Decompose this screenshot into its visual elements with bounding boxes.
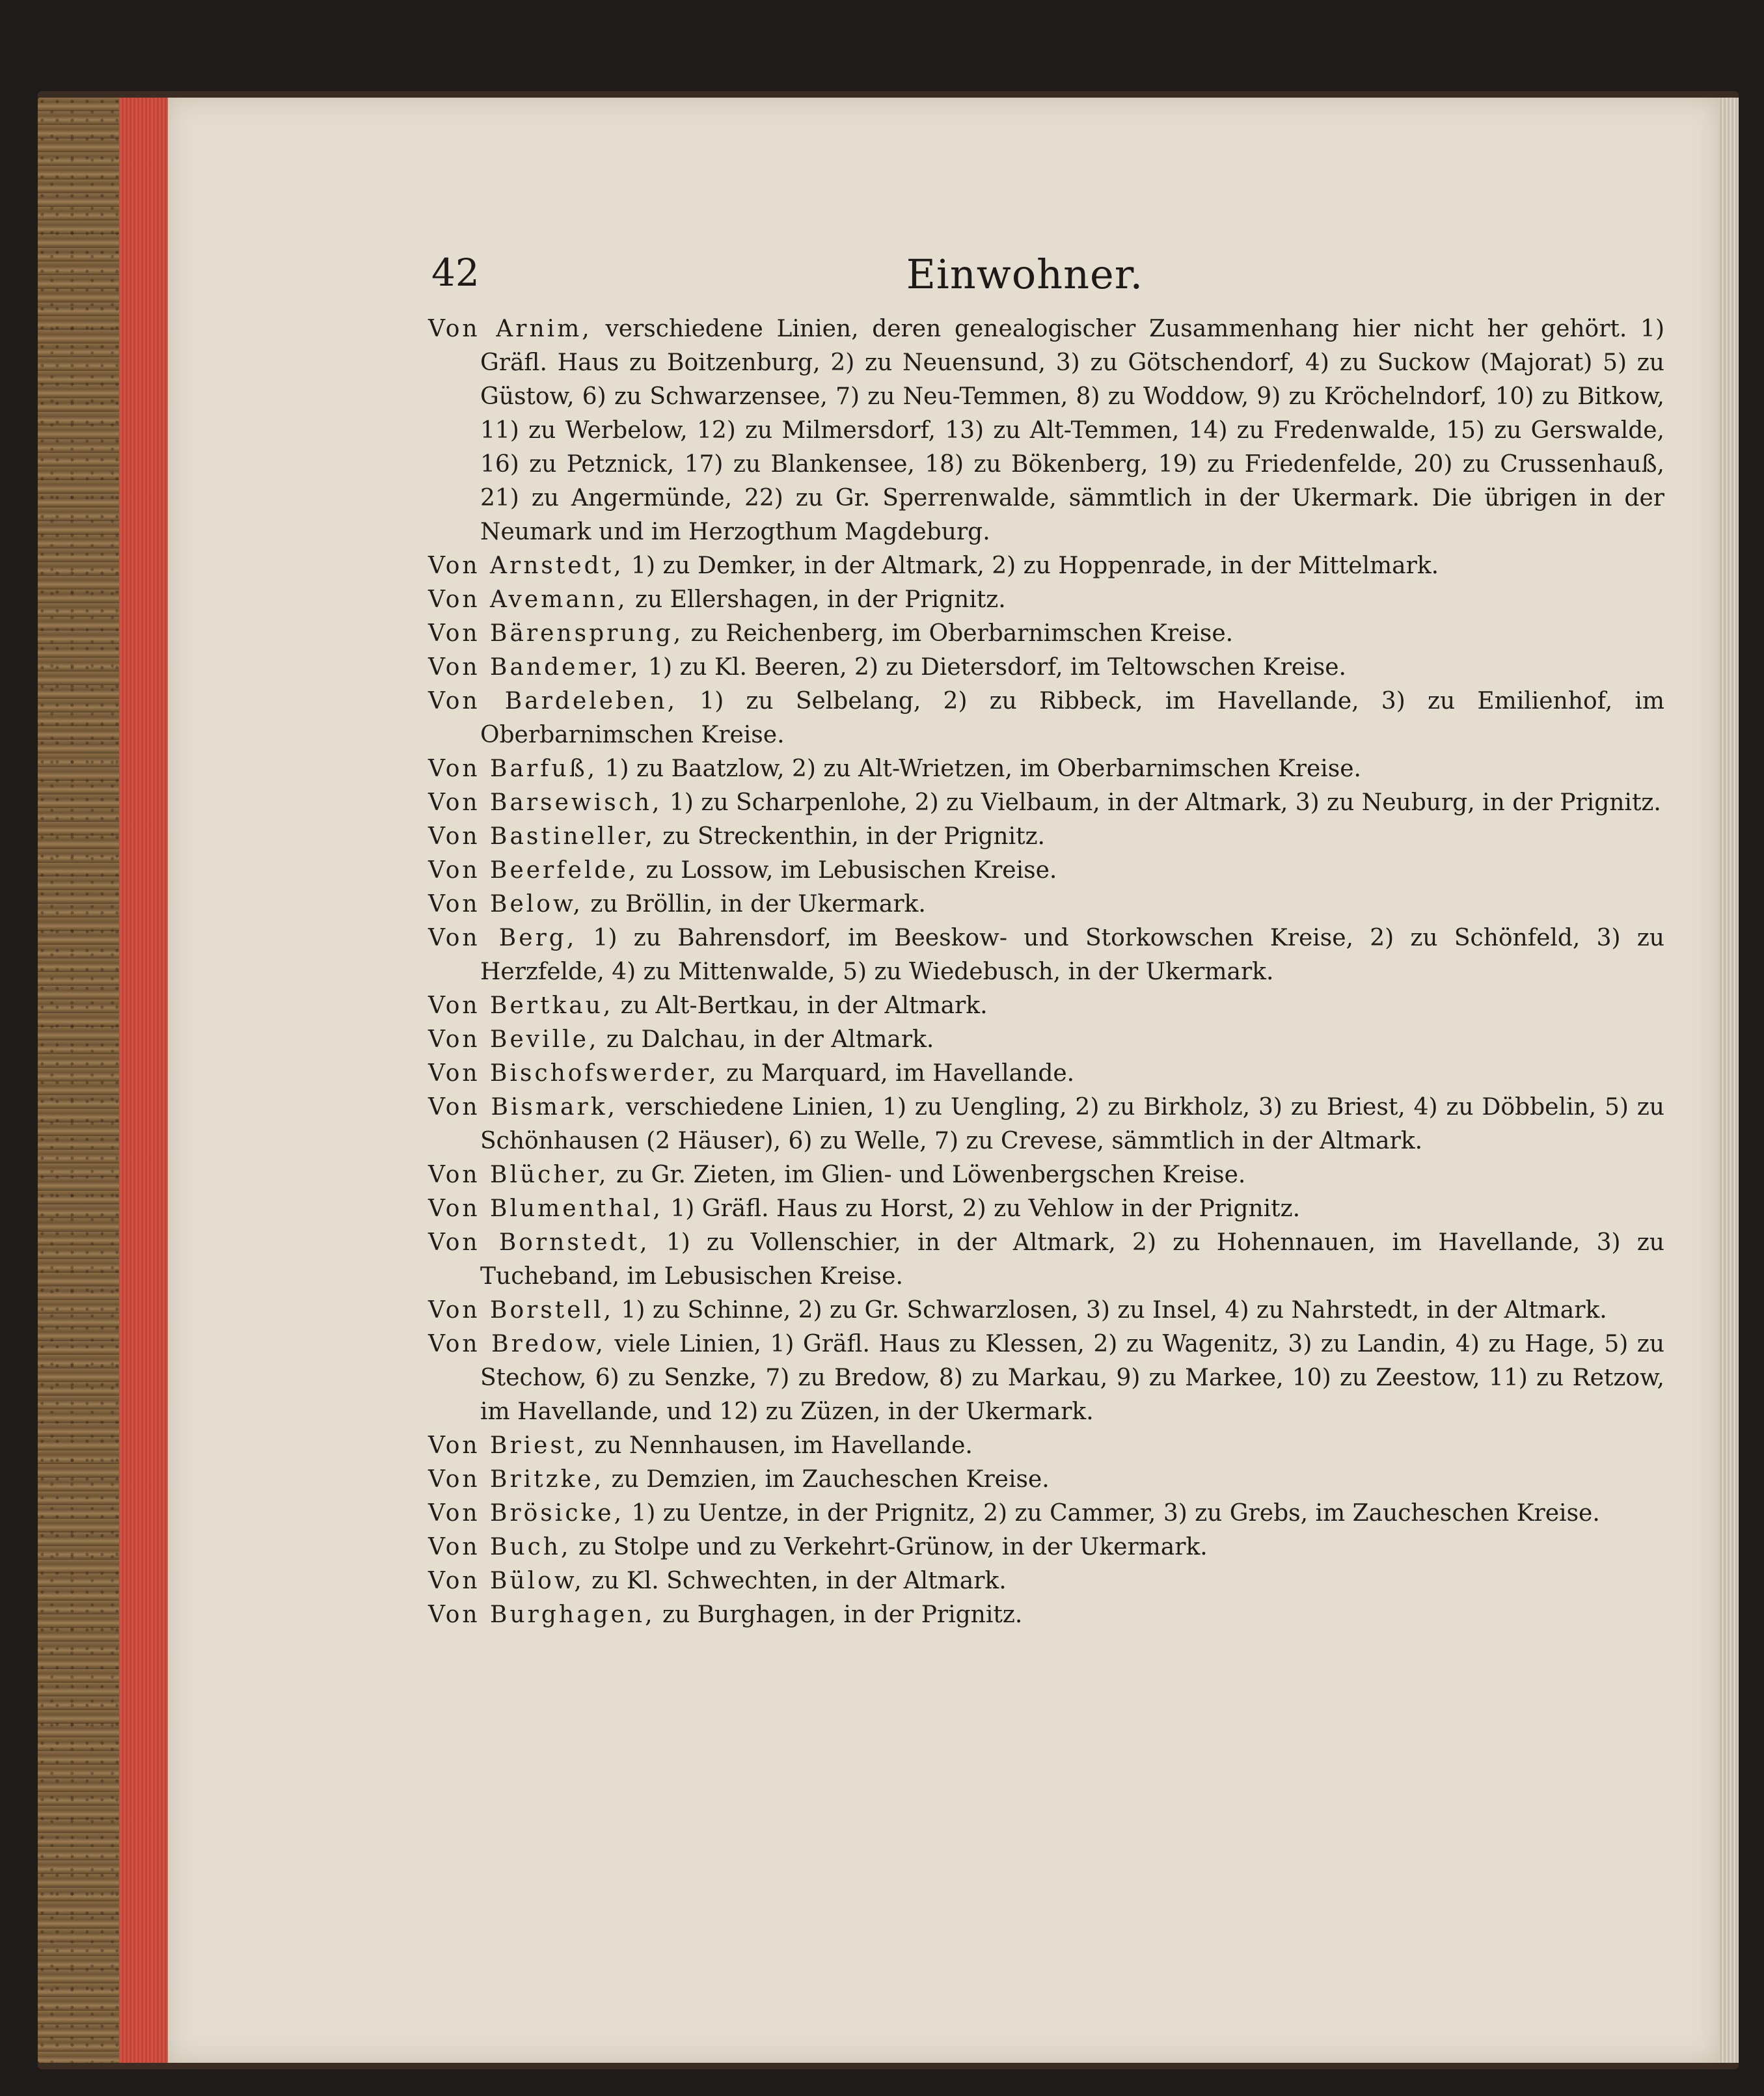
entry-name: Von Barsewisch, [428, 789, 662, 816]
entry-name: Von Arnim, [428, 316, 592, 342]
list-item [428, 989, 1664, 1023]
entry-text: zu Burghagen, in der Prignitz. [662, 1601, 1023, 1628]
list-item [428, 752, 1664, 786]
entry-name: Von Bandemer, [428, 654, 641, 681]
entry-text: verschiedene Linien, 1) zu Uengling, 2) zu Birkholz, 3) zu Briest, 4) zu Döbbelin, 5) zu Schönhausen (2 Häuser), 6) zu Welle, 7) zu Crevese, sämmtlich in der Altmark. [480, 1094, 1664, 1154]
page-header [168, 251, 1719, 322]
entry-name: Von Berg, [428, 925, 577, 951]
entry-name: Von Bismark, [428, 1094, 617, 1121]
entry-name: Von Bärensprung, [428, 620, 684, 647]
list-item [428, 617, 1664, 651]
list-item [428, 583, 1664, 617]
entry-name: Von Briest, [428, 1432, 587, 1459]
entry-text: zu Ellershagen, in der Prignitz. [635, 586, 1006, 613]
entry-name: Von Bornstedt, [428, 1229, 650, 1256]
entry-text: zu Streckenthin, in der Prignitz. [662, 823, 1045, 850]
list-item [428, 1226, 1664, 1294]
entry-list [428, 312, 1664, 1632]
entry-text: zu Nennhausen, im Havellande. [594, 1432, 973, 1459]
entry-name: Von Bredow, [428, 1331, 606, 1357]
entry-text: zu Kl. Schwechten, in der Altmark. [591, 1568, 1007, 1594]
list-item [428, 921, 1664, 989]
list-item [428, 1192, 1664, 1226]
list-item [428, 1327, 1664, 1429]
entry-text: zu Gr. Zieten, im Glien- und Löwenbergschen Kreise. [616, 1162, 1246, 1188]
entry-text: viele Linien, 1) Gräfl. Haus zu Klessen, 2) zu Wagenitz, 3) zu Landin, 4) zu Hage, 5) zu Stechow, 6) zu Senzke, 7) zu Bredow, 8) zu Markau, 9) zu Markee, 10) zu Zeestow, 11) zu Retzow, im Havellande, und 12) zu Züzen, in der Ukermark. [480, 1331, 1664, 1425]
entry-text: zu Bröllin, in der Ukermark. [590, 891, 926, 918]
entry-text: 1) zu Bahrensdorf, im Beeskow- und Storkowschen Kreise, 2) zu Schönfeld, 3) zu Herzfelde, 4) zu Mittenwalde, 5) zu Wiedebusch, in der Ukermark. [480, 925, 1664, 985]
list-item [428, 1091, 1664, 1158]
entry-text: zu Marquard, im Havellande. [726, 1060, 1075, 1087]
entry-text: zu Dalchau, in der Altmark. [606, 1026, 934, 1053]
entry-name: Von Burghagen, [428, 1601, 655, 1628]
entry-name: Von Below, [428, 891, 583, 918]
entry-text: zu Stolpe und zu Verkehrt-Grünow, in der Ukermark. [578, 1534, 1208, 1560]
list-item [428, 685, 1664, 752]
book-page [168, 98, 1719, 2063]
entry-name: Von Bardeleben, [428, 688, 678, 715]
entry-text: 1) zu Scharpenlohe, 2) zu Vielbaum, in der Altmark, 3) zu Neuburg, in der Prignitz. [669, 789, 1661, 816]
page-number: 42 [431, 251, 480, 295]
entry-text: zu Reichenberg, im Oberbarnimschen Kreise. [690, 620, 1234, 647]
list-item [428, 1598, 1664, 1632]
entry-name: Von Bülow, [428, 1568, 584, 1594]
entry-name: Von Blücher, [428, 1162, 609, 1188]
list-item [428, 1429, 1664, 1463]
list-item [428, 651, 1664, 685]
entry-name: Von Beerfelde, [428, 857, 639, 884]
entry-text: zu Lossow, im Lebusischen Kreise. [645, 857, 1057, 884]
entry-name: Von Avemann, [428, 586, 628, 613]
entry-name: Von Bertkau, [428, 992, 614, 1019]
list-item [428, 1497, 1664, 1531]
list-item [428, 1023, 1664, 1057]
entry-text: 1) zu Baatzlow, 2) zu Alt-Wrietzen, im Oberbarnimschen Kreise. [604, 755, 1362, 782]
entry-text: verschiedene Linien, deren genealogischer Zusammenhang hier nicht her gehört. 1) Gräfl. Haus zu Boitzenburg, 2) zu Neuensund, 3) zu Götschendorf, 4) zu Suckow (Majorat) 5) zu Güstow, 6) zu Schwarzensee, 7) zu Neu-Temmen, 8) zu Woddow, 9) zu Kröchelndorf, 10) zu Bitkow, 11) zu Werbelow, 12) zu Milmersdorf, 13) zu Alt-Temmen, 14) zu Fredenwalde, 15) zu Gerswalde, 16) zu Petznick, 17) zu Blankensee, 18) zu Bökenberg, 19) zu Friedenfelde, 20) zu Crussenhauß, 21) zu Angermünde, 22) zu Gr. Sperrenwalde, sämmtlich in der Ukermark. Die übrigen in der Neumark und im Herzogthum Magdeburg. [480, 316, 1664, 545]
list-item [428, 1294, 1664, 1327]
entry-text: zu Alt-Bertkau, in der Altmark. [620, 992, 988, 1019]
entry-text: 1) zu Uentze, in der Prignitz, 2) zu Cammer, 3) zu Grebs, im Zaucheschen Kreise. [631, 1500, 1600, 1527]
list-item [428, 1057, 1664, 1091]
list-item [428, 1463, 1664, 1497]
red-page-edges [119, 98, 170, 2063]
list-item [428, 888, 1664, 921]
entry-text: 1) Gräfl. Haus zu Horst, 2) zu Vehlow in der Prignitz. [670, 1195, 1301, 1222]
entry-text: zu Demzien, im Zaucheschen Kreise. [611, 1466, 1050, 1493]
entry-name: Von Bischofswerder, [428, 1060, 719, 1087]
entry-name: Von Arnstedt, [428, 552, 624, 579]
list-item [428, 820, 1664, 854]
entry-name: Von Buch, [428, 1534, 571, 1560]
entry-name: Von Beville, [428, 1026, 599, 1053]
running-head: Einwohner. [906, 251, 1144, 298]
entry-text: 1) zu Demker, in der Altmark, 2) zu Hoppenrade, in der Mittelmark. [631, 552, 1439, 579]
entry-name: Von Bastineller, [428, 823, 655, 850]
list-item [428, 1158, 1664, 1192]
entry-text: 1) zu Selbelang, 2) zu Ribbeck, im Havellande, 3) zu Emilienhof, im Oberbarnimschen Kreise. [480, 688, 1665, 748]
entry-name: Von Barfuß, [428, 755, 598, 782]
entry-name: Von Brösicke, [428, 1500, 625, 1527]
list-item [428, 786, 1664, 820]
entry-text: 1) zu Kl. Beeren, 2) zu Dietersdorf, im Teltowschen Kreise. [648, 654, 1346, 681]
entry-text: 1) zu Vollenschier, in der Altmark, 2) zu Hohennauen, im Havellande, 3) zu Tucheband, im Lebusischen Kreise. [480, 1229, 1664, 1290]
entry-name: Von Borstell, [428, 1297, 614, 1324]
entry-text: 1) zu Schinne, 2) zu Gr. Schwarzlosen, 3) zu Insel, 4) zu Nahrstedt, in der Altmark. [621, 1297, 1607, 1324]
right-page-edges [1719, 98, 1739, 2063]
list-item [428, 854, 1664, 888]
entry-name: Von Britzke, [428, 1466, 604, 1493]
list-item [428, 312, 1664, 549]
entry-name: Von Blumenthal, [428, 1195, 663, 1222]
list-item [428, 549, 1664, 583]
book-cover-edge [38, 98, 119, 2063]
list-item [428, 1531, 1664, 1564]
list-item [428, 1564, 1664, 1598]
